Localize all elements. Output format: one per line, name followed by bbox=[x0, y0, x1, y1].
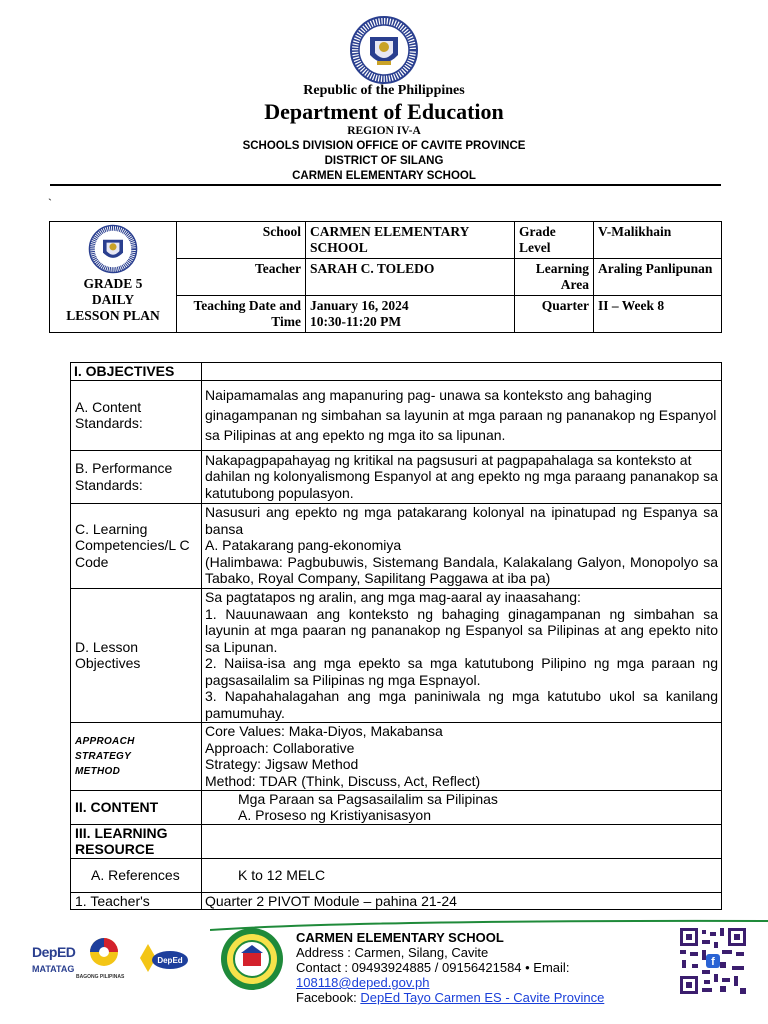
content-std-text: Naipamamalas ang mapanuring pag- unawa sa konteksto ang bahaging ginagampanan ng simbahan sa layunin at mga paraan ng pananakop ng Espanyol sa Pilipinas at ang epekto ng mga ito sa lipunan. bbox=[202, 380, 722, 450]
content-std-label: A. Content Standards: bbox=[71, 380, 202, 450]
time-value: 10:30-11:20 PM bbox=[310, 314, 402, 329]
approach-line: Core Values: Maka-Diyos, Makabansa bbox=[205, 723, 443, 739]
svg-text:DepEd: DepEd bbox=[157, 956, 183, 965]
teacher-label: Teacher bbox=[177, 259, 306, 296]
competency-line: (Halimbawa: Pagbubuwis, Sistemang Bandala, Kalakalang Galyon, Monopolyo sa Tabako, Royal Company, Sapilitang Paggawa at iba pa) bbox=[205, 553, 718, 587]
grade-label bbox=[515, 222, 594, 259]
references-value: K to 12 MELC bbox=[202, 858, 722, 892]
method-label: METHOD bbox=[75, 765, 121, 777]
footer-facebook-label: Facebook: bbox=[296, 990, 357, 1005]
area-label: Learning Area bbox=[515, 259, 594, 296]
school-value: CARMEN ELEMENTARY SCHOOL bbox=[306, 222, 515, 259]
grade-value: V-Malikhain bbox=[594, 222, 722, 259]
content-cell bbox=[202, 790, 722, 824]
lesson-info-table bbox=[49, 221, 722, 333]
objectives-empty bbox=[202, 363, 722, 381]
content-line: A. Proseso ng Kristiyanisasyon bbox=[238, 807, 431, 823]
objectives-heading: I. OBJECTIVES bbox=[71, 363, 202, 381]
teacher-guide-label: 1. Teacher's bbox=[71, 892, 202, 910]
approach-line: Strategy: Jigsaw Method bbox=[205, 756, 359, 772]
school-seal-icon bbox=[219, 926, 285, 992]
lesson-obj-cell bbox=[202, 588, 722, 722]
bagong-pilipinas-logo bbox=[84, 936, 124, 972]
quarter-label: Quarter bbox=[515, 296, 594, 333]
deped-logo-text: DepED bbox=[32, 944, 76, 960]
lesson-obj-line: Sa pagtatapos ng aralin, ang mga mag-aaral ay inaasahang: bbox=[205, 589, 581, 605]
deped-seal-icon bbox=[348, 15, 420, 85]
footer-contact: Contact : 09493924885 / 09156421584 • Email: bbox=[296, 960, 570, 975]
competency-line: Nasusuri ang epekto ng mga patakarang kolonyal na ipinatupad ng Espanya sa bansa bbox=[205, 504, 718, 537]
school-label: School bbox=[177, 222, 306, 259]
deped-seal-small-icon bbox=[85, 224, 141, 274]
approach-label: APPROACH bbox=[75, 735, 135, 747]
perf-std-label: B. Performance Standards: bbox=[71, 450, 202, 503]
approach-cell bbox=[202, 722, 722, 790]
division-line: SCHOOLS DIVISION OFFICE OF CAVITE PROVINCE bbox=[242, 140, 526, 152]
plan-title-lesson: LESSON PLAN bbox=[66, 308, 160, 323]
competency-line: A. Patakarang pang-ekonomiya bbox=[205, 537, 402, 554]
district-line: DISTRICT OF SILANG bbox=[324, 155, 444, 167]
references-label: A. References bbox=[71, 858, 202, 892]
footer-email-link[interactable]: 108118@deped.gov.ph bbox=[296, 975, 430, 990]
school-line: CARMEN ELEMENTARY SCHOOL bbox=[292, 170, 476, 182]
approach-line: Method: TDAR (Think, Discuss, Act, Reflect) bbox=[205, 772, 481, 789]
header-rule bbox=[50, 184, 721, 186]
footer-school-name: CARMEN ELEMENTARY SCHOOL bbox=[296, 930, 504, 945]
svg-text:f: f bbox=[711, 956, 715, 968]
date-cell bbox=[306, 296, 515, 333]
footer bbox=[0, 918, 768, 1024]
strategy-label: STRATEGY bbox=[75, 750, 132, 762]
teacher-guide-value: Quarter 2 PIVOT Module – pahina 21-24 bbox=[202, 892, 722, 910]
resource-empty bbox=[202, 824, 722, 858]
approach-line: Approach: Collaborative bbox=[205, 739, 355, 756]
region-line: REGION IV-A bbox=[347, 125, 421, 137]
competency-label: C. Learning Competencies/L C Code bbox=[71, 503, 202, 588]
date-value: January 16, 2024 bbox=[310, 298, 409, 313]
matatag-logo-text: MATATAG bbox=[32, 964, 75, 974]
footer-facebook-link[interactable]: DepEd Tayo Carmen ES - Cavite Province bbox=[360, 990, 605, 1005]
lesson-obj-line: 1. Nauunawaan ang konteksto ng bahaging ginagampanan ng simbahan sa layunin at mga paaran ng pananakop ng Espanyol sa Pilipinas at ang epekto nito sa Lipunan. bbox=[205, 605, 718, 655]
lesson-obj-line: 2. Naiisa-isa ang mga epekto sa mga katutubong Pilipino ng mga paraan ng pagsasailalim sa Pilipinas ng mga Espnayol. bbox=[205, 655, 718, 688]
stray-mark: ` bbox=[48, 196, 52, 210]
republic-line: Republic of the Philippines bbox=[303, 83, 465, 98]
footer-facebook-row bbox=[296, 990, 604, 1005]
plan-title-daily: DAILY bbox=[91, 292, 135, 307]
plan-title-cell bbox=[50, 222, 177, 333]
date-label: Teaching Date and Time bbox=[177, 296, 306, 333]
bagong-pilipinas-text: BAGONG PILIPINAS bbox=[76, 974, 125, 980]
deped-matatag-logo bbox=[32, 944, 82, 988]
content-heading: II. CONTENT bbox=[71, 790, 202, 824]
footer-address: Address : Carmen, Silang, Cavite bbox=[296, 945, 489, 960]
qr-code-icon[interactable] bbox=[678, 926, 748, 996]
teacher-value: SARAH C. TOLEDO bbox=[306, 259, 515, 296]
lesson-plan-table bbox=[70, 362, 722, 910]
footer-contact-block bbox=[296, 930, 604, 1005]
content-line: Mga Paraan sa Pagsasailalim sa Pilipinas bbox=[238, 790, 498, 807]
lesson-obj-line: 3. Napahahalagahan ang mga paniniwala ng mga katutubo ukol sa kanilang pamumuhay. bbox=[205, 688, 718, 721]
plan-title-grade: GRADE 5 bbox=[83, 276, 143, 291]
division-logo bbox=[134, 938, 192, 978]
grade-label-text: Grade Level bbox=[519, 224, 556, 255]
resource-heading: III. LEARNING RESOURCE bbox=[71, 824, 202, 858]
competency-cell bbox=[202, 503, 722, 588]
area-value: Araling Panlipunan bbox=[594, 259, 722, 296]
quarter-value: II – Week 8 bbox=[594, 296, 722, 333]
approach-label-cell bbox=[71, 722, 202, 790]
perf-std-text: Nakapagpapahayag ng kritikal na pagsusuri at pagpapahalaga sa konteksto at dahilan ng kolonyalismong Espanyol at ang epekto ng mga paraang pananakop sa katutubong populasyon. bbox=[202, 450, 722, 503]
lesson-obj-label: D. Lesson Objectives bbox=[71, 588, 202, 722]
department-title: Department of Education bbox=[264, 99, 504, 124]
